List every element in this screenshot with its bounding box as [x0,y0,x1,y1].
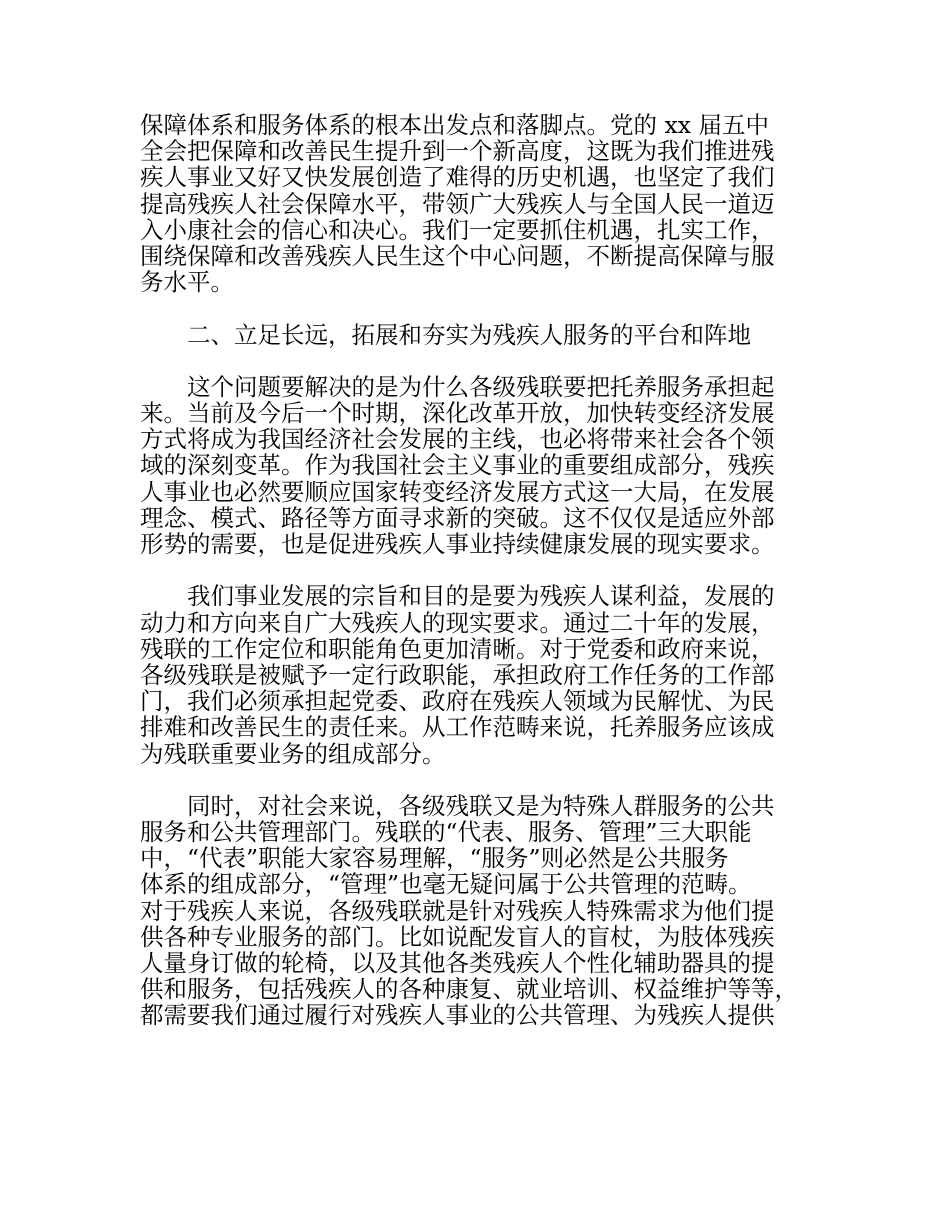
text-line: 形势的需要，也是促进残疾人事业持续健康发展的现实要求。 [140,531,775,558]
text-line: 残联的工作定位和职能角色更加清晰。对于党委和政府来说， [140,635,775,662]
text-line: 理念、模式、路径等方面寻求新的突破。这不仅仅是适应外部 [140,504,775,531]
paragraph-1 [140,112,830,295]
text-line: 为残联重要业务的组成部分。 [140,740,446,767]
text-line: 同时，对社会来说，各级残联又是为特殊人群服务的公共 [140,792,775,820]
text-line: 体系的组成部分，“管理”也毫无疑问属于公共管理的范畴。 [140,871,752,898]
text-line: 供各种专业服务的部门。比如说配发盲人的盲杖，为肢体残疾 [140,923,775,950]
paragraph-4 [140,793,830,1029]
document-body [140,112,830,1029]
paragraph-gap [140,767,830,793]
section-heading-text: 二、立足长远，拓展和夯实为残疾人服务的平台和阵地 [140,321,751,348]
text-line: 动力和方向来自广大残疾人的现实要求。通过二十年的发展， [140,609,775,636]
text-line: 都需要我们通过履行对残疾人事业的公共管理、为残疾人提供 [140,1002,775,1029]
text-line: 服务和公共管理部门。残联的“代表、服务、管理”三大职能 [140,819,752,846]
paragraph-2 [140,374,830,557]
text-line: 域的深刻变革。作为我国社会主义事业的重要组成部分，残疾 [140,452,775,479]
text-line: 供和服务，包括残疾人的各种康复、就业培训、权益维护等等， [140,976,798,1003]
section-heading-2 [140,322,830,348]
text-line: 方式将成为我国经济社会发展的主线，也必将带来社会各个领 [140,426,775,453]
text-line: 来。当前及今后一个时期，深化改革开放，加快转变经济发展 [140,400,775,427]
paragraph-3 [140,583,830,766]
text-line: 保障体系和服务体系的根本出发点和落脚点。党的 xx 届五中 [140,112,769,139]
text-line: 各级残联是被赋予一定行政职能，承担政府工作任务的工作部 [140,661,775,689]
text-line: 对于残疾人来说，各级残联就是针对残疾人特殊需求为他们提 [140,897,775,924]
paragraph-gap [140,348,830,374]
paragraph-gap [140,557,830,583]
text-line: 我们事业发展的宗旨和目的是要为残疾人谋利益，发展的 [140,583,775,610]
paragraph-gap [140,295,830,321]
text-line: 中，“代表”职能大家容易理解，“服务”则必然是公共服务 [140,845,729,872]
text-line: 人事业也必然要顺应国家转变经济发展方式这一大局，在发展 [140,478,775,505]
text-line: 全会把保障和改善民生提升到一个新高度，这既为我们推进残 [140,138,775,165]
text-line: 这个问题要解决的是为什么各级残联要把托养服务承担起 [140,373,775,401]
text-line: 提高残疾人社会保障水平，带领广大残疾人与全国人民一道迈 [140,190,775,217]
text-line: 围绕保障和改善残疾人民生这个中心问题，不断提高保障与服 [140,242,775,270]
text-line: 务水平。 [140,269,234,296]
text-line: 门，我们必须承担起党委、政府在残疾人领域为民解忧、为民 [140,688,775,715]
text-line: 人量身订做的轮椅，以及其他各类残疾人个性化辅助器具的提 [140,950,775,977]
text-line: 排难和改善民生的责任来。从工作范畴来说，托养服务应该成 [140,714,775,741]
text-line: 入小康社会的信心和决心。我们一定要抓住机遇，扎实工作， [140,216,775,243]
text-line: 疾人事业又好又快发展创造了难得的历史机遇，也坚定了我们 [140,164,775,191]
